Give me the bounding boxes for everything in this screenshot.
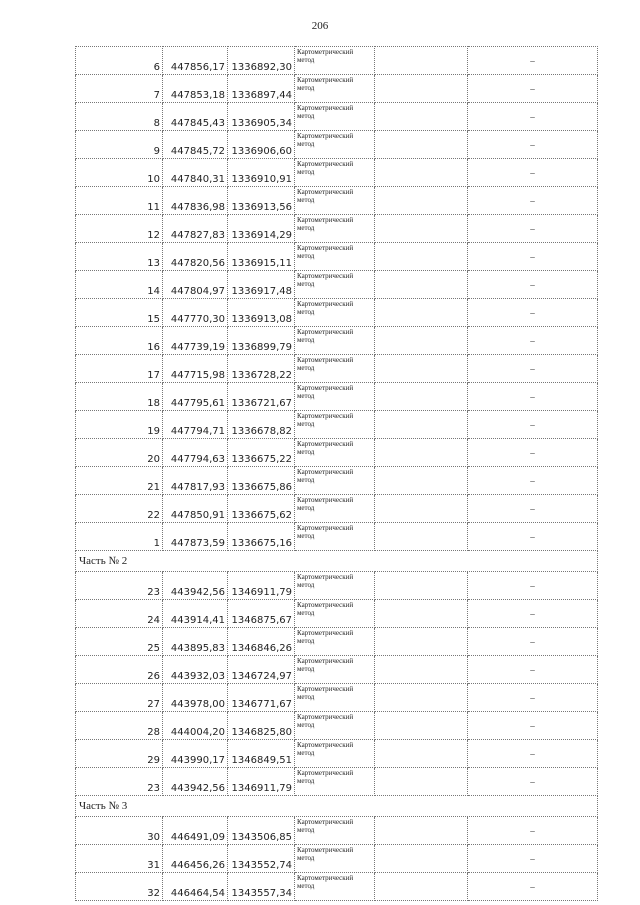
accuracy-cell bbox=[375, 523, 468, 551]
method-cell: Картометрический метод bbox=[295, 187, 375, 215]
table-row bbox=[76, 523, 598, 551]
x-coordinate-cell: 447817,93 bbox=[163, 467, 228, 495]
note-cell: – bbox=[468, 600, 598, 628]
y-coordinate-cell: 1346724,97 bbox=[228, 656, 295, 684]
accuracy-cell bbox=[375, 572, 468, 600]
y-coordinate-cell: 1346911,79 bbox=[228, 572, 295, 600]
method-cell: Картометрический метод bbox=[295, 243, 375, 271]
accuracy-cell bbox=[375, 656, 468, 684]
method-cell: Картометрический метод bbox=[295, 572, 375, 600]
y-coordinate-cell: 1336675,86 bbox=[228, 467, 295, 495]
x-coordinate-cell: 443978,00 bbox=[163, 684, 228, 712]
y-coordinate-cell: 1336892,30 bbox=[228, 47, 295, 75]
x-coordinate-cell: 447795,61 bbox=[163, 383, 228, 411]
y-coordinate-cell: 1336914,29 bbox=[228, 215, 295, 243]
table-row bbox=[76, 628, 598, 656]
point-number-cell: 22 bbox=[76, 495, 163, 523]
method-cell: Картометрический метод bbox=[295, 327, 375, 355]
table-row bbox=[76, 187, 598, 215]
table-row bbox=[76, 817, 598, 845]
note-cell: – bbox=[468, 495, 598, 523]
accuracy-cell bbox=[375, 299, 468, 327]
table-row bbox=[76, 383, 598, 411]
y-coordinate-cell: 1336917,48 bbox=[228, 271, 295, 299]
accuracy-cell bbox=[375, 467, 468, 495]
method-cell: Картометрический метод bbox=[295, 159, 375, 187]
y-coordinate-cell: 1346846,26 bbox=[228, 628, 295, 656]
note-cell: – bbox=[468, 75, 598, 103]
x-coordinate-cell: 446464,54 bbox=[163, 873, 228, 901]
table-row bbox=[76, 103, 598, 131]
page-number: 206 bbox=[311, 20, 329, 32]
x-coordinate-cell: 447845,43 bbox=[163, 103, 228, 131]
accuracy-cell bbox=[375, 740, 468, 768]
note-cell: – bbox=[468, 467, 598, 495]
x-coordinate-cell: 444004,20 bbox=[163, 712, 228, 740]
note-cell: – bbox=[468, 740, 598, 768]
method-cell: Картометрический метод bbox=[295, 103, 375, 131]
section-title: Часть № 2 bbox=[76, 551, 598, 572]
accuracy-cell bbox=[375, 817, 468, 845]
y-coordinate-cell: 1336897,44 bbox=[228, 75, 295, 103]
point-number-cell: 17 bbox=[76, 355, 163, 383]
table-row bbox=[76, 299, 598, 327]
note-cell: – bbox=[468, 411, 598, 439]
x-coordinate-cell: 447873,59 bbox=[163, 523, 228, 551]
method-cell: Картометрический метод bbox=[295, 817, 375, 845]
note-cell: – bbox=[468, 327, 598, 355]
method-cell: Картометрический метод bbox=[295, 467, 375, 495]
method-cell: Картометрический метод bbox=[295, 215, 375, 243]
point-number-cell: 31 bbox=[76, 845, 163, 873]
note-cell: – bbox=[468, 383, 598, 411]
x-coordinate-cell: 447845,72 bbox=[163, 131, 228, 159]
note-cell: – bbox=[468, 103, 598, 131]
method-cell: Картометрический метод bbox=[295, 131, 375, 159]
accuracy-cell bbox=[375, 131, 468, 159]
accuracy-cell bbox=[375, 215, 468, 243]
note-cell: – bbox=[468, 684, 598, 712]
method-cell: Картометрический метод bbox=[295, 740, 375, 768]
table-row bbox=[76, 355, 598, 383]
point-number-cell: 15 bbox=[76, 299, 163, 327]
point-number-cell: 23 bbox=[76, 572, 163, 600]
x-coordinate-cell: 443914,41 bbox=[163, 600, 228, 628]
table-row bbox=[76, 845, 598, 873]
table-row bbox=[76, 495, 598, 523]
y-coordinate-cell: 1336906,60 bbox=[228, 131, 295, 159]
method-cell: Картометрический метод bbox=[295, 600, 375, 628]
accuracy-cell bbox=[375, 355, 468, 383]
y-coordinate-cell: 1336915,11 bbox=[228, 243, 295, 271]
point-number-cell: 6 bbox=[76, 47, 163, 75]
table-row bbox=[76, 467, 598, 495]
point-number-cell: 25 bbox=[76, 628, 163, 656]
point-number-cell: 30 bbox=[76, 817, 163, 845]
note-cell: – bbox=[468, 572, 598, 600]
method-cell: Картометрический метод bbox=[295, 523, 375, 551]
y-coordinate-cell: 1346825,80 bbox=[228, 712, 295, 740]
accuracy-cell bbox=[375, 712, 468, 740]
point-number-cell: 26 bbox=[76, 656, 163, 684]
accuracy-cell bbox=[375, 243, 468, 271]
accuracy-cell bbox=[375, 159, 468, 187]
method-cell: Картометрический метод bbox=[295, 873, 375, 901]
coordinates-table bbox=[75, 46, 598, 901]
note-cell: – bbox=[468, 131, 598, 159]
coordinates-table-body bbox=[76, 47, 598, 901]
y-coordinate-cell: 1336905,34 bbox=[228, 103, 295, 131]
y-coordinate-cell: 1343557,34 bbox=[228, 873, 295, 901]
table-row bbox=[76, 600, 598, 628]
table-row bbox=[76, 271, 598, 299]
point-number-cell: 13 bbox=[76, 243, 163, 271]
method-cell: Картометрический метод bbox=[295, 355, 375, 383]
x-coordinate-cell: 446491,09 bbox=[163, 817, 228, 845]
method-cell: Картометрический метод bbox=[295, 299, 375, 327]
note-cell: – bbox=[468, 243, 598, 271]
accuracy-cell bbox=[375, 271, 468, 299]
y-coordinate-cell: 1336678,82 bbox=[228, 411, 295, 439]
note-cell: – bbox=[468, 159, 598, 187]
accuracy-cell bbox=[375, 628, 468, 656]
accuracy-cell bbox=[375, 495, 468, 523]
note-cell: – bbox=[468, 873, 598, 901]
x-coordinate-cell: 447794,63 bbox=[163, 439, 228, 467]
table-row bbox=[76, 740, 598, 768]
table-row bbox=[76, 75, 598, 103]
method-cell: Картометрический метод bbox=[295, 656, 375, 684]
table-row bbox=[76, 47, 598, 75]
point-number-cell: 32 bbox=[76, 873, 163, 901]
y-coordinate-cell: 1336721,67 bbox=[228, 383, 295, 411]
accuracy-cell bbox=[375, 75, 468, 103]
point-number-cell: 7 bbox=[76, 75, 163, 103]
x-coordinate-cell: 447770,30 bbox=[163, 299, 228, 327]
point-number-cell: 24 bbox=[76, 600, 163, 628]
x-coordinate-cell: 447836,98 bbox=[163, 187, 228, 215]
x-coordinate-cell: 443932,03 bbox=[163, 656, 228, 684]
y-coordinate-cell: 1336910,91 bbox=[228, 159, 295, 187]
note-cell: – bbox=[468, 299, 598, 327]
method-cell: Картометрический метод bbox=[295, 271, 375, 299]
x-coordinate-cell: 447715,98 bbox=[163, 355, 228, 383]
point-number-cell: 9 bbox=[76, 131, 163, 159]
y-coordinate-cell: 1346771,67 bbox=[228, 684, 295, 712]
y-coordinate-cell: 1336675,16 bbox=[228, 523, 295, 551]
note-cell: – bbox=[468, 817, 598, 845]
note-cell: – bbox=[468, 187, 598, 215]
x-coordinate-cell: 447794,71 bbox=[163, 411, 228, 439]
table-row bbox=[76, 159, 598, 187]
x-coordinate-cell: 447739,19 bbox=[163, 327, 228, 355]
method-cell: Картометрический метод bbox=[295, 439, 375, 467]
method-cell: Картометрический метод bbox=[295, 845, 375, 873]
table-row bbox=[76, 215, 598, 243]
point-number-cell: 28 bbox=[76, 712, 163, 740]
x-coordinate-cell: 446456,26 bbox=[163, 845, 228, 873]
table-row bbox=[76, 411, 598, 439]
y-coordinate-cell: 1336728,22 bbox=[228, 355, 295, 383]
accuracy-cell bbox=[375, 439, 468, 467]
table-row bbox=[76, 243, 598, 271]
accuracy-cell bbox=[375, 684, 468, 712]
y-coordinate-cell: 1346875,67 bbox=[228, 600, 295, 628]
table-row bbox=[76, 768, 598, 796]
y-coordinate-cell: 1336913,56 bbox=[228, 187, 295, 215]
table-row bbox=[76, 656, 598, 684]
method-cell: Картометрический метод bbox=[295, 712, 375, 740]
note-cell: – bbox=[468, 439, 598, 467]
point-number-cell: 20 bbox=[76, 439, 163, 467]
note-cell: – bbox=[468, 845, 598, 873]
accuracy-cell bbox=[375, 383, 468, 411]
accuracy-cell bbox=[375, 411, 468, 439]
y-coordinate-cell: 1346911,79 bbox=[228, 768, 295, 796]
accuracy-cell bbox=[375, 600, 468, 628]
accuracy-cell bbox=[375, 768, 468, 796]
x-coordinate-cell: 443942,56 bbox=[163, 572, 228, 600]
point-number-cell: 19 bbox=[76, 411, 163, 439]
x-coordinate-cell: 447853,18 bbox=[163, 75, 228, 103]
accuracy-cell bbox=[375, 47, 468, 75]
method-cell: Картометрический метод bbox=[295, 684, 375, 712]
table-row bbox=[76, 684, 598, 712]
y-coordinate-cell: 1346849,51 bbox=[228, 740, 295, 768]
x-coordinate-cell: 443895,83 bbox=[163, 628, 228, 656]
x-coordinate-cell: 447804,97 bbox=[163, 271, 228, 299]
x-coordinate-cell: 447850,91 bbox=[163, 495, 228, 523]
point-number-cell: 11 bbox=[76, 187, 163, 215]
section-header bbox=[76, 796, 598, 817]
note-cell: – bbox=[468, 712, 598, 740]
point-number-cell: 16 bbox=[76, 327, 163, 355]
accuracy-cell bbox=[375, 103, 468, 131]
y-coordinate-cell: 1336913,08 bbox=[228, 299, 295, 327]
point-number-cell: 1 bbox=[76, 523, 163, 551]
accuracy-cell bbox=[375, 327, 468, 355]
point-number-cell: 12 bbox=[76, 215, 163, 243]
point-number-cell: 23 bbox=[76, 768, 163, 796]
method-cell: Картометрический метод bbox=[295, 768, 375, 796]
table-row bbox=[76, 712, 598, 740]
y-coordinate-cell: 1336899,79 bbox=[228, 327, 295, 355]
accuracy-cell bbox=[375, 187, 468, 215]
x-coordinate-cell: 447840,31 bbox=[163, 159, 228, 187]
y-coordinate-cell: 1343506,85 bbox=[228, 817, 295, 845]
method-cell: Картометрический метод bbox=[295, 495, 375, 523]
table-row bbox=[76, 131, 598, 159]
point-number-cell: 8 bbox=[76, 103, 163, 131]
y-coordinate-cell: 1336675,62 bbox=[228, 495, 295, 523]
point-number-cell: 27 bbox=[76, 684, 163, 712]
point-number-cell: 21 bbox=[76, 467, 163, 495]
x-coordinate-cell: 443990,17 bbox=[163, 740, 228, 768]
section-header bbox=[76, 551, 598, 572]
x-coordinate-cell: 443942,56 bbox=[163, 768, 228, 796]
point-number-cell: 10 bbox=[76, 159, 163, 187]
table-row bbox=[76, 327, 598, 355]
note-cell: – bbox=[468, 523, 598, 551]
note-cell: – bbox=[468, 628, 598, 656]
y-coordinate-cell: 1343552,74 bbox=[228, 845, 295, 873]
note-cell: – bbox=[468, 768, 598, 796]
y-coordinate-cell: 1336675,22 bbox=[228, 439, 295, 467]
method-cell: Картометрический метод bbox=[295, 411, 375, 439]
x-coordinate-cell: 447827,83 bbox=[163, 215, 228, 243]
method-cell: Картометрический метод bbox=[295, 383, 375, 411]
x-coordinate-cell: 447820,56 bbox=[163, 243, 228, 271]
point-number-cell: 18 bbox=[76, 383, 163, 411]
note-cell: – bbox=[468, 47, 598, 75]
accuracy-cell bbox=[375, 873, 468, 901]
method-cell: Картометрический метод bbox=[295, 47, 375, 75]
note-cell: – bbox=[468, 271, 598, 299]
method-cell: Картометрический метод bbox=[295, 628, 375, 656]
table-row bbox=[76, 873, 598, 901]
note-cell: – bbox=[468, 656, 598, 684]
method-cell: Картометрический метод bbox=[295, 75, 375, 103]
table-row bbox=[76, 439, 598, 467]
point-number-cell: 14 bbox=[76, 271, 163, 299]
note-cell: – bbox=[468, 215, 598, 243]
accuracy-cell bbox=[375, 845, 468, 873]
section-title: Часть № 3 bbox=[76, 796, 598, 817]
point-number-cell: 29 bbox=[76, 740, 163, 768]
note-cell: – bbox=[468, 355, 598, 383]
x-coordinate-cell: 447856,17 bbox=[163, 47, 228, 75]
table-row bbox=[76, 572, 598, 600]
